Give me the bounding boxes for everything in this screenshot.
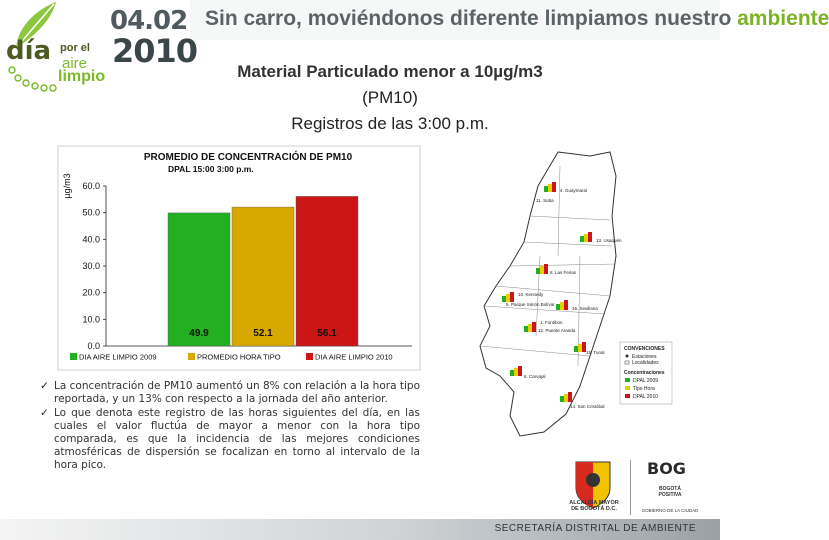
bog-sub-2: POSITIVA <box>658 492 682 498</box>
footer-org-name: SECRETARÍA DISTRITAL DE AMBIENTE <box>494 523 696 534</box>
station-label: 13. Usaquén <box>596 238 622 243</box>
bog-logo-bottom: GOBIERNO DE LA CIUDAD <box>641 508 699 513</box>
logo-divider <box>630 460 631 515</box>
bullet-list <box>40 380 420 473</box>
legend-conc: Concentraciones <box>624 370 665 376</box>
check-icon: ✓ <box>40 380 49 392</box>
bullet-text: La concentración de PM10 aumentó un 8% con relación a la hora tipo reportada, y un 13% con respecto a la jornada del año anterior. <box>54 380 420 405</box>
legend-swatch <box>70 353 77 360</box>
bullet-text: Lo que denota este registro de las horas siguientes del día, en las cuales el valor fluctúa de mayor a menor con la hora tipo comparada, es que la incidencia de las mejores condiciones atmosféricas de dispersión se focalizan en torno al intervalo de la hora pico. <box>54 407 420 471</box>
station-label: 14. San Cristóbal <box>570 404 605 409</box>
legend-item: DPAL 2009 <box>633 378 659 384</box>
station-label: 10. Kennedy <box>518 292 544 297</box>
station-label: 16. Sevillana <box>572 306 598 311</box>
legend-item: DPAL 2010 <box>633 394 659 400</box>
alcaldia-line2: DE BOGOTÁ D.C. <box>571 506 617 512</box>
legend-label: DIA AIRE LIMPIO 2009 <box>79 352 157 362</box>
bog-sub-1: BOGOTÁ <box>659 486 681 492</box>
map-legend <box>620 342 672 404</box>
slogan-accent: ambiente <box>737 7 829 30</box>
bar-value-label: 52.1 <box>253 328 273 339</box>
event-year: 2010 <box>112 32 198 70</box>
event-date: 04.02 <box>110 6 188 36</box>
station-label: 4. Guaymaral <box>560 188 588 193</box>
slogan-main: Sin carro, moviéndonos diferente limpiamos nuestro <box>205 7 732 30</box>
bullet-item <box>40 380 420 406</box>
bar-value-label: 49.9 <box>189 328 209 339</box>
bar <box>232 207 294 346</box>
logo-por-text: por el <box>60 42 90 54</box>
legend-swatch <box>188 353 195 360</box>
bog-logo-text: BOG <box>647 459 686 478</box>
logo-dia-text: día <box>6 36 52 66</box>
slide-time: Registros de las 3:00 p.m. <box>291 114 489 133</box>
y-tick-label: 20.0 <box>82 287 100 298</box>
header-banner <box>0 0 829 100</box>
station-label: 1. Fontibon <box>540 320 563 325</box>
logo-aire-text: aire <box>62 55 88 72</box>
chart-subtitle: DPAL 15:00 3:00 p.m. <box>168 164 254 174</box>
pm10-bar-chart <box>58 146 420 370</box>
legend-title: CONVENCIONES <box>624 346 665 352</box>
alcaldia-line1: ALCALDÍA MAYOR <box>569 500 619 506</box>
alcaldia-name <box>556 500 632 512</box>
bullet-item <box>40 407 420 472</box>
check-icon: ✓ <box>40 407 49 419</box>
y-tick-label: 30.0 <box>82 261 100 271</box>
y-tick-label: 40.0 <box>82 234 100 245</box>
legend-stations: Estaciones <box>632 354 657 360</box>
slide-subtitle: (PM10) <box>362 88 418 107</box>
station-label: 5. Parque Simón Bolívar <box>506 302 555 307</box>
legend-label: DIA AIRE LIMPIO 2010 <box>315 352 393 362</box>
y-axis-label: µg/m3 <box>62 173 72 199</box>
logo-limpio-text: limpio <box>58 68 106 85</box>
slide-title: Material Particulado menor a 10µg/m3 <box>237 62 543 81</box>
bar-value-label: 56.1 <box>317 328 337 339</box>
station-label: 11. Suba <box>536 198 554 203</box>
bogota-station-map <box>440 146 675 446</box>
slogan <box>205 7 829 31</box>
y-tick-label: 0.0 <box>87 341 100 351</box>
station-label: 12. Puente Aranda <box>538 328 576 333</box>
chart-title: PROMEDIO DE CONCENTRACIÓN DE PM10 <box>143 152 353 163</box>
legend-item: Tipo Hora <box>633 386 655 392</box>
y-tick-label: 60.0 <box>82 181 100 191</box>
legend-localities: Localidades <box>632 360 659 366</box>
station-label: 15. Tunal <box>586 350 605 355</box>
y-tick-label: 50.0 <box>82 207 100 218</box>
bar <box>296 196 358 346</box>
y-tick-label: 10.0 <box>82 314 100 325</box>
station-label: 6. Carvajal <box>524 374 546 379</box>
bar <box>168 213 230 346</box>
station-label: 8. Las Ferias <box>550 270 577 275</box>
bog-logo-sub <box>640 486 700 498</box>
legend-label: PROMEDIO HORA TIPO <box>197 352 281 362</box>
legend-swatch <box>306 353 313 360</box>
